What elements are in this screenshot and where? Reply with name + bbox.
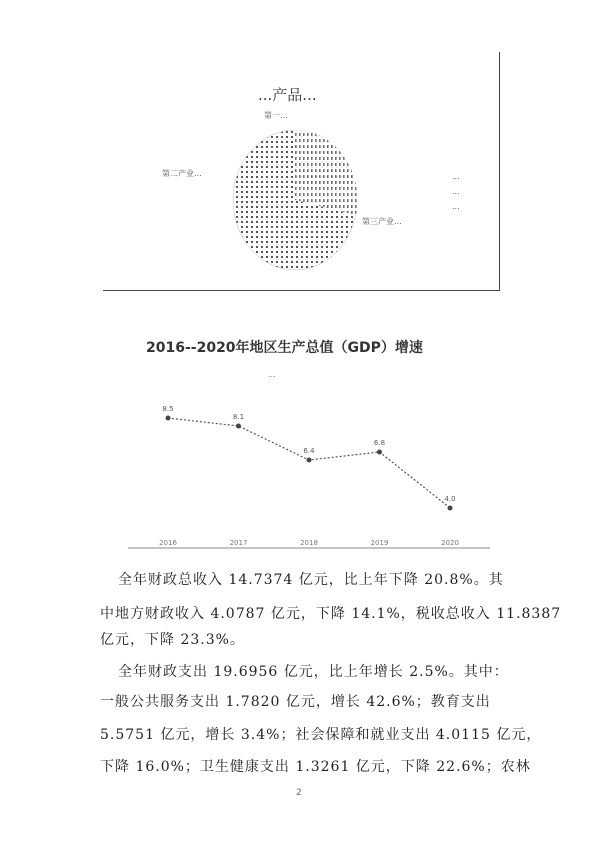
paragraph-line: 亿元，下降 23.3%。: [100, 632, 245, 648]
x-tick-label: 2019: [370, 539, 389, 547]
data-label: 6.8: [373, 439, 386, 447]
paragraph-line: 全年财政总收入 14.7374 亿元，比上年下降 20.8%。其: [118, 572, 504, 588]
line-chart-subtitle: ...: [268, 370, 276, 379]
page-number: 2: [296, 788, 302, 798]
x-tick-label: 2016: [159, 539, 177, 547]
paragraph-line: 中地方财政收入 4.0787 亿元，下降 14.1%，税收总收入 11.8387: [100, 606, 562, 622]
data-point: [166, 416, 171, 421]
data-label: 8.1: [232, 413, 245, 421]
paragraph-line: 一般公共服务支出 1.7820 亿元，增长 42.6%；教育支出: [100, 694, 491, 710]
legend-item: ...: [452, 202, 460, 211]
pie-label-secondary: 第二产业...: [162, 169, 202, 178]
x-tick-label: 2020: [441, 539, 459, 547]
data-point: [307, 458, 312, 463]
pie-chart-title: ...产品...: [258, 86, 317, 104]
data-label: 4.0: [444, 495, 456, 503]
paragraph-line: 全年财政支出 19.6956 亿元，比上年增长 2.5%。其中：: [118, 664, 509, 680]
legend-item: ...: [452, 187, 460, 196]
x-tick-label: 2017: [229, 539, 248, 547]
series-line: [168, 418, 450, 508]
pie-label-primary: 第一...: [264, 111, 288, 120]
legend-item: ...: [452, 172, 460, 181]
data-label: 6.4: [303, 447, 315, 455]
data-point: [377, 450, 382, 455]
line-chart-title: 2016--2020年地区生产总值（GDP）增速: [146, 340, 423, 356]
data-point: [448, 506, 453, 511]
data-label: 8.5: [162, 405, 174, 413]
pie-chart: [230, 120, 360, 270]
x-tick-label: 2018: [300, 539, 318, 547]
paragraph-line: 下降 16.0%；卫生健康支出 1.3261 亿元，下降 22.6%；农林: [100, 759, 531, 775]
paragraph-line: 5.5751 亿元，增长 3.4%；社会保障和就业支出 4.0115 亿元，: [100, 727, 542, 743]
pie-slice-secondary: [295, 130, 357, 215]
pie-legend: [452, 172, 460, 211]
data-point: [236, 424, 241, 429]
line-chart: [100, 378, 500, 558]
pie-label-tertiary: 第三产业...: [362, 217, 402, 226]
